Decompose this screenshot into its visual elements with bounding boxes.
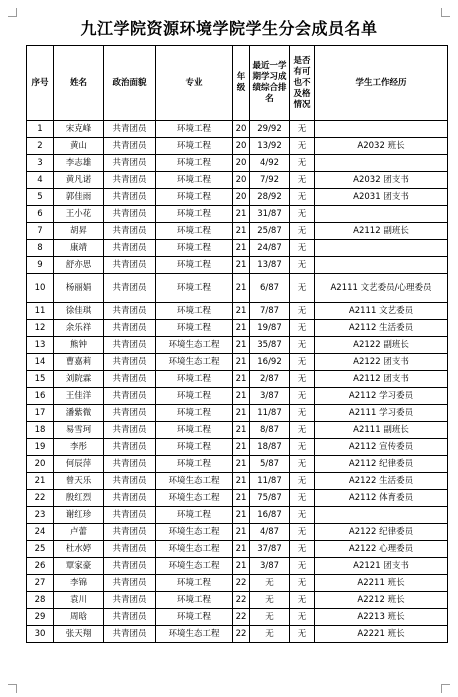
cell-political: 共青团员: [104, 240, 156, 257]
cell-major: 环境生态工程: [156, 524, 233, 541]
table-row: [27, 172, 448, 189]
cell-major: 环境工程: [156, 172, 233, 189]
cell-history: [315, 240, 448, 257]
cell-rank: 7/92: [250, 172, 290, 189]
table-row: [27, 388, 448, 405]
table-row: [27, 439, 448, 456]
cell-name: 杜水婷: [54, 541, 104, 558]
cell-major: 环境工程: [156, 388, 233, 405]
cell-political: 共青团员: [104, 592, 156, 609]
table-body: [27, 121, 448, 643]
cell-grade: 20: [233, 172, 250, 189]
table-row: [27, 257, 448, 274]
cell-no: 26: [27, 558, 54, 575]
cell-grade: 21: [233, 524, 250, 541]
cell-failed: 无: [290, 541, 315, 558]
cell-name: 袁川: [54, 592, 104, 609]
cell-grade: 21: [233, 456, 250, 473]
cell-political: 共青团员: [104, 172, 156, 189]
cell-failed: 无: [290, 257, 315, 274]
cell-failed: 无: [290, 189, 315, 206]
table-row: [27, 189, 448, 206]
document-title: 九江学院资源环境学院学生分会成员名单: [80, 19, 378, 38]
table-row: [27, 206, 448, 223]
cell-history: A2112 生活委员: [315, 320, 448, 337]
cell-failed: 无: [290, 473, 315, 490]
cell-rank: 28/92: [250, 189, 290, 206]
table-row: [27, 138, 448, 155]
cell-grade: 21: [233, 371, 250, 388]
cell-history: [315, 257, 448, 274]
cell-no: 28: [27, 592, 54, 609]
cell-no: 13: [27, 337, 54, 354]
cell-name: 余乐祥: [54, 320, 104, 337]
cell-grade: 21: [233, 223, 250, 240]
cell-name: 殷红烈: [54, 490, 104, 507]
cell-failed: 无: [290, 490, 315, 507]
cell-no: 2: [27, 138, 54, 155]
cell-failed: 无: [290, 206, 315, 223]
table-row: [27, 371, 448, 388]
cell-name: 周晗: [54, 609, 104, 626]
cell-name: 李锦: [54, 575, 104, 592]
cell-failed: 无: [290, 155, 315, 172]
cell-major: 环境工程: [156, 592, 233, 609]
cell-history: A2122 心理委员: [315, 541, 448, 558]
cell-rank: 4/87: [250, 524, 290, 541]
cell-major: 环境生态工程: [156, 354, 233, 371]
cell-no: 24: [27, 524, 54, 541]
cell-grade: 21: [233, 490, 250, 507]
cell-political: 共青团员: [104, 371, 156, 388]
cell-name: 杨丽娟: [54, 274, 104, 303]
cell-rank: 75/87: [250, 490, 290, 507]
cell-major: 环境工程: [156, 439, 233, 456]
header-name: 姓名: [54, 46, 104, 121]
cell-grade: 20: [233, 121, 250, 138]
cell-rank: 35/87: [250, 337, 290, 354]
table-row: [27, 337, 448, 354]
cell-name: 王小花: [54, 206, 104, 223]
header-failed: 是否有可也不及格情况: [290, 46, 315, 121]
cell-major: 环境工程: [156, 320, 233, 337]
cell-major: 环境生态工程: [156, 337, 233, 354]
cell-political: 共青团员: [104, 439, 156, 456]
cell-grade: 21: [233, 337, 250, 354]
cell-history: A2212 班长: [315, 592, 448, 609]
cell-no: 16: [27, 388, 54, 405]
header-political: 政治面貌: [104, 46, 156, 121]
cell-failed: 无: [290, 320, 315, 337]
cell-name: 宋克峰: [54, 121, 104, 138]
cell-major: 环境生态工程: [156, 490, 233, 507]
cell-grade: 21: [233, 473, 250, 490]
cell-history: A2112 副班长: [315, 223, 448, 240]
cell-major: 环境工程: [156, 274, 233, 303]
cell-major: 环境工程: [156, 303, 233, 320]
header-no: 序号: [27, 46, 54, 121]
cell-name: 胡昇: [54, 223, 104, 240]
cell-history: A2112 团支书: [315, 371, 448, 388]
cell-history: A2032 班长: [315, 138, 448, 155]
cell-political: 共青团员: [104, 609, 156, 626]
cell-failed: 无: [290, 240, 315, 257]
cell-history: A2122 纪律委员: [315, 524, 448, 541]
cell-rank: 4/92: [250, 155, 290, 172]
cell-major: 环境工程: [156, 371, 233, 388]
table-row: [27, 558, 448, 575]
cell-failed: 无: [290, 422, 315, 439]
table-row: [27, 274, 448, 303]
cell-failed: 无: [290, 303, 315, 320]
cell-political: 共青团员: [104, 206, 156, 223]
cell-political: 共青团员: [104, 354, 156, 371]
cell-name: 易雪珂: [54, 422, 104, 439]
cell-major: 环境工程: [156, 189, 233, 206]
cell-failed: 无: [290, 138, 315, 155]
cell-major: 环境工程: [156, 155, 233, 172]
table-row: [27, 422, 448, 439]
cell-history: A2111 文艺委员/心理委员: [315, 274, 448, 303]
table-row: [27, 303, 448, 320]
cell-name: 舒亦思: [54, 257, 104, 274]
table-row: [27, 320, 448, 337]
table-row: [27, 609, 448, 626]
table-row: [27, 507, 448, 524]
cell-grade: 20: [233, 138, 250, 155]
cell-major: 环境工程: [156, 405, 233, 422]
cell-history: A2032 团支书: [315, 172, 448, 189]
cell-political: 共青团员: [104, 456, 156, 473]
cell-grade: 21: [233, 257, 250, 274]
cell-political: 共青团员: [104, 303, 156, 320]
cell-rank: 7/87: [250, 303, 290, 320]
cell-name: 卢蕾: [54, 524, 104, 541]
cell-rank: 5/87: [250, 456, 290, 473]
cell-grade: 21: [233, 303, 250, 320]
cell-grade: 20: [233, 155, 250, 172]
cell-major: 环境工程: [156, 257, 233, 274]
cell-major: 环境工程: [156, 456, 233, 473]
cell-grade: 21: [233, 206, 250, 223]
cell-name: 张天翔: [54, 626, 104, 643]
cell-no: 30: [27, 626, 54, 643]
cell-no: 12: [27, 320, 54, 337]
cell-history: A2122 生活委员: [315, 473, 448, 490]
cell-name: 黄凡诺: [54, 172, 104, 189]
cell-political: 共青团员: [104, 541, 156, 558]
cell-rank: 11/87: [250, 405, 290, 422]
cell-major: 环境工程: [156, 121, 233, 138]
cell-no: 10: [27, 274, 54, 303]
cell-history: [315, 155, 448, 172]
cell-name: 覃家豪: [54, 558, 104, 575]
cell-history: A2121 团支书: [315, 558, 448, 575]
cell-rank: 13/87: [250, 257, 290, 274]
cell-failed: 无: [290, 172, 315, 189]
cell-no: 23: [27, 507, 54, 524]
cell-name: 郭佳雨: [54, 189, 104, 206]
table-row: [27, 626, 448, 643]
cell-history: A2122 副班长: [315, 337, 448, 354]
cell-failed: 无: [290, 388, 315, 405]
cell-rank: 无: [250, 575, 290, 592]
cell-no: 6: [27, 206, 54, 223]
cell-rank: 11/87: [250, 473, 290, 490]
table-row: [27, 405, 448, 422]
cell-grade: 22: [233, 626, 250, 643]
cell-grade: 20: [233, 189, 250, 206]
cell-name: 徐佳琪: [54, 303, 104, 320]
cell-major: 环境工程: [156, 609, 233, 626]
cell-rank: 19/87: [250, 320, 290, 337]
cell-grade: 21: [233, 439, 250, 456]
cell-grade: 21: [233, 422, 250, 439]
cell-grade: 21: [233, 320, 250, 337]
cell-failed: 无: [290, 558, 315, 575]
cell-political: 共青团员: [104, 388, 156, 405]
cell-history: [315, 121, 448, 138]
cell-grade: 21: [233, 240, 250, 257]
cell-history: A2111 文艺委员: [315, 303, 448, 320]
header-rank: 最近一学期学习成绩综合排名: [250, 46, 290, 121]
cell-name: 曾天乐: [54, 473, 104, 490]
cell-major: 环境工程: [156, 507, 233, 524]
cell-history: A2111 副班长: [315, 422, 448, 439]
cell-rank: 3/87: [250, 558, 290, 575]
cell-political: 共青团员: [104, 524, 156, 541]
cell-no: 29: [27, 609, 54, 626]
cell-name: 曹嘉莉: [54, 354, 104, 371]
cell-no: 22: [27, 490, 54, 507]
cell-failed: 无: [290, 609, 315, 626]
cell-failed: 无: [290, 439, 315, 456]
cell-no: 19: [27, 439, 54, 456]
cell-history: A2112 学习委员: [315, 388, 448, 405]
cell-name: 黄山: [54, 138, 104, 155]
header-major: 专业: [156, 46, 233, 121]
cell-name: 李彤: [54, 439, 104, 456]
cell-failed: 无: [290, 121, 315, 138]
header-history: 学生工作经历: [315, 46, 448, 121]
cell-name: 李志雄: [54, 155, 104, 172]
cell-major: 环境工程: [156, 223, 233, 240]
cell-rank: 8/87: [250, 422, 290, 439]
table-row: [27, 223, 448, 240]
cell-major: 环境工程: [156, 138, 233, 155]
cell-political: 共青团员: [104, 337, 156, 354]
cell-failed: 无: [290, 456, 315, 473]
table-row: [27, 473, 448, 490]
cell-history: [315, 206, 448, 223]
cell-rank: 18/87: [250, 439, 290, 456]
cell-rank: 3/87: [250, 388, 290, 405]
page-corner-mark: [441, 684, 450, 693]
cell-political: 共青团员: [104, 155, 156, 172]
cell-grade: 21: [233, 507, 250, 524]
cell-grade: 21: [233, 558, 250, 575]
cell-rank: 无: [250, 626, 290, 643]
cell-political: 共青团员: [104, 257, 156, 274]
cell-rank: 37/87: [250, 541, 290, 558]
cell-failed: 无: [290, 507, 315, 524]
cell-name: 何辰萍: [54, 456, 104, 473]
cell-political: 共青团员: [104, 626, 156, 643]
cell-no: 15: [27, 371, 54, 388]
table-row: [27, 456, 448, 473]
cell-no: 14: [27, 354, 54, 371]
cell-political: 共青团员: [104, 558, 156, 575]
cell-political: 共青团员: [104, 490, 156, 507]
table-row: [27, 524, 448, 541]
cell-grade: 21: [233, 541, 250, 558]
cell-grade: 22: [233, 592, 250, 609]
cell-failed: 无: [290, 274, 315, 303]
cell-failed: 无: [290, 626, 315, 643]
table-row: [27, 354, 448, 371]
cell-rank: 无: [250, 609, 290, 626]
cell-failed: 无: [290, 337, 315, 354]
table-row: [27, 240, 448, 257]
cell-major: 环境工程: [156, 240, 233, 257]
cell-name: 熊钟: [54, 337, 104, 354]
cell-major: 环境生态工程: [156, 473, 233, 490]
cell-history: A2031 团支书: [315, 189, 448, 206]
cell-name: 康靖: [54, 240, 104, 257]
cell-history: A2211 班长: [315, 575, 448, 592]
cell-major: 环境生态工程: [156, 626, 233, 643]
cell-rank: 2/87: [250, 371, 290, 388]
cell-history: A2112 体育委员: [315, 490, 448, 507]
cell-rank: 29/92: [250, 121, 290, 138]
cell-major: 环境生态工程: [156, 558, 233, 575]
cell-no: 9: [27, 257, 54, 274]
cell-failed: 无: [290, 371, 315, 388]
cell-major: 环境工程: [156, 575, 233, 592]
cell-no: 20: [27, 456, 54, 473]
cell-rank: 16/87: [250, 507, 290, 524]
member-roster-table: [26, 45, 448, 643]
table-row: [27, 490, 448, 507]
cell-major: 环境生态工程: [156, 541, 233, 558]
cell-history: A2111 学习委员: [315, 405, 448, 422]
cell-no: 1: [27, 121, 54, 138]
cell-rank: 无: [250, 592, 290, 609]
cell-no: 3: [27, 155, 54, 172]
cell-rank: 6/87: [250, 274, 290, 303]
cell-no: 27: [27, 575, 54, 592]
cell-name: 潘紫微: [54, 405, 104, 422]
cell-name: 刘院霖: [54, 371, 104, 388]
cell-major: 环境工程: [156, 422, 233, 439]
cell-political: 共青团员: [104, 473, 156, 490]
cell-political: 共青团员: [104, 138, 156, 155]
cell-grade: 21: [233, 388, 250, 405]
cell-failed: 无: [290, 223, 315, 240]
cell-no: 5: [27, 189, 54, 206]
cell-no: 8: [27, 240, 54, 257]
table-row: [27, 155, 448, 172]
cell-rank: 31/87: [250, 206, 290, 223]
cell-name: 王佳洋: [54, 388, 104, 405]
cell-political: 共青团员: [104, 189, 156, 206]
cell-political: 共青团员: [104, 223, 156, 240]
cell-no: 25: [27, 541, 54, 558]
table-row: [27, 121, 448, 138]
cell-failed: 无: [290, 575, 315, 592]
cell-major: 环境工程: [156, 206, 233, 223]
cell-no: 7: [27, 223, 54, 240]
cell-history: A2122 团支书: [315, 354, 448, 371]
cell-political: 共青团员: [104, 274, 156, 303]
table-header-row: [27, 46, 448, 121]
cell-no: 11: [27, 303, 54, 320]
cell-rank: 13/92: [250, 138, 290, 155]
cell-failed: 无: [290, 592, 315, 609]
cell-history: A2112 纪律委员: [315, 456, 448, 473]
header-grade: 年级: [233, 46, 250, 121]
cell-rank: 24/87: [250, 240, 290, 257]
cell-history: [315, 507, 448, 524]
cell-political: 共青团员: [104, 320, 156, 337]
cell-name: 谢红珍: [54, 507, 104, 524]
table-row: [27, 592, 448, 609]
cell-political: 共青团员: [104, 507, 156, 524]
cell-grade: 22: [233, 575, 250, 592]
page-corner-mark: [8, 684, 17, 693]
cell-no: 18: [27, 422, 54, 439]
cell-rank: 25/87: [250, 223, 290, 240]
cell-political: 共青团员: [104, 575, 156, 592]
cell-rank: 16/92: [250, 354, 290, 371]
cell-history: A2221 班长: [315, 626, 448, 643]
cell-political: 共青团员: [104, 405, 156, 422]
cell-no: 21: [27, 473, 54, 490]
cell-history: A2112 宣传委员: [315, 439, 448, 456]
table-row: [27, 541, 448, 558]
cell-grade: 22: [233, 609, 250, 626]
cell-grade: 21: [233, 274, 250, 303]
cell-political: 共青团员: [104, 121, 156, 138]
cell-grade: 21: [233, 354, 250, 371]
cell-failed: 无: [290, 354, 315, 371]
cell-history: A2213 班长: [315, 609, 448, 626]
cell-grade: 21: [233, 405, 250, 422]
cell-no: 4: [27, 172, 54, 189]
cell-failed: 无: [290, 524, 315, 541]
cell-failed: 无: [290, 405, 315, 422]
table-row: [27, 575, 448, 592]
cell-political: 共青团员: [104, 422, 156, 439]
cell-no: 17: [27, 405, 54, 422]
